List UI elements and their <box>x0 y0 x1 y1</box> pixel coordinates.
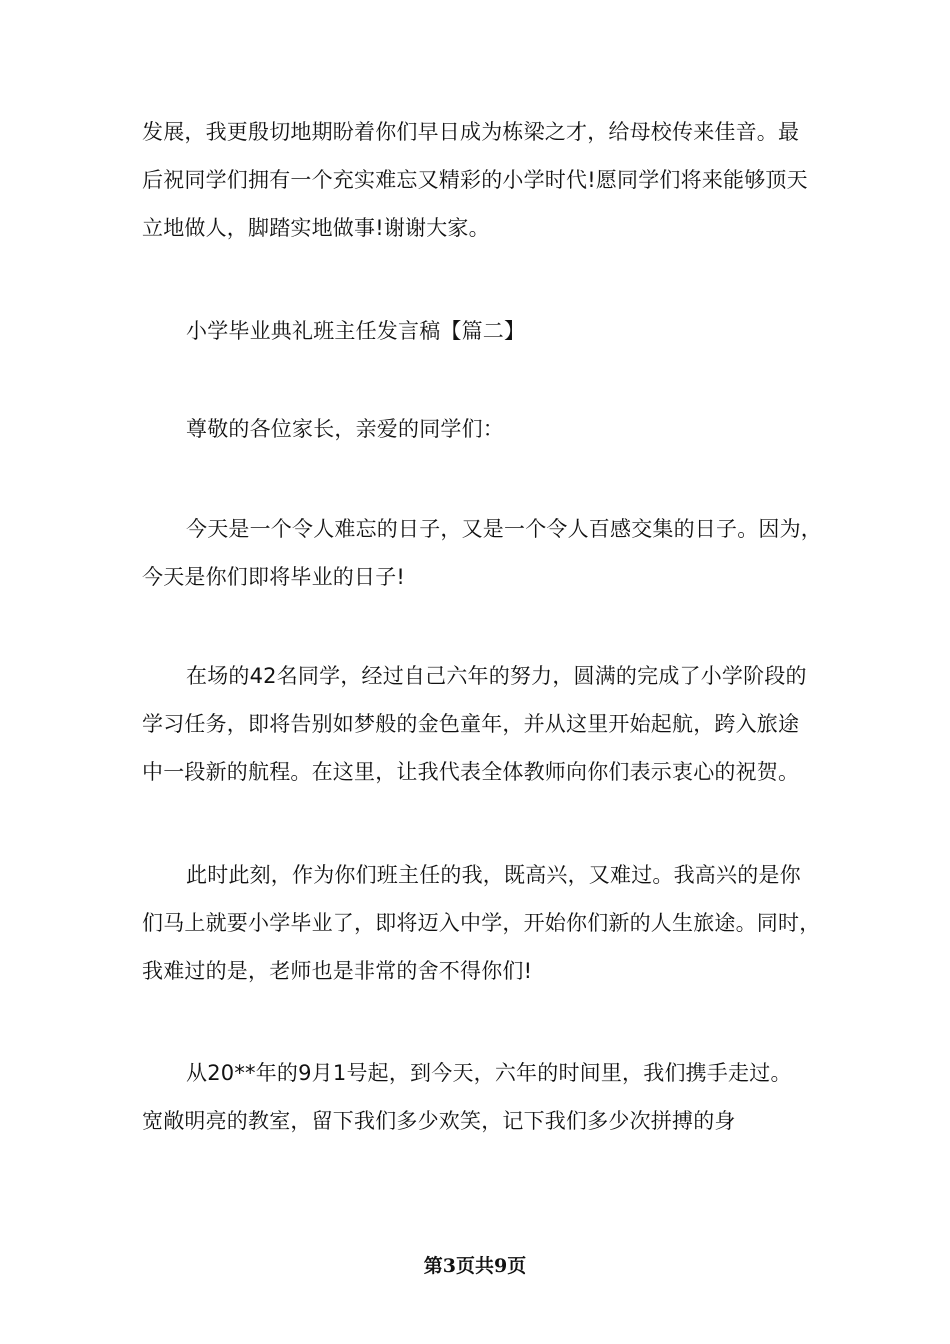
paragraph-closing-remarks <box>142 108 822 252</box>
heading-text: 小学毕业典礼班主任发言稿【篇二】 <box>186 319 526 343</box>
section-heading <box>142 307 822 355</box>
text-line: 从20**年的9月1号起，到今天，六年的时间里，我们携手走过。 <box>186 1061 792 1085</box>
paragraph-teacher-feelings <box>142 851 822 995</box>
paragraph-students-achievement <box>142 652 822 796</box>
text-line: 今天是你们即将毕业的日子! <box>142 565 406 589</box>
text-line: 后祝同学们拥有一个充实难忘又精彩的小学时代!愿同学们将来能够顶天 <box>142 168 808 192</box>
text-line: 尊敬的各位家长，亲爱的同学们： <box>186 417 504 441</box>
text-line: 学习任务，即将告别如梦般的金色童年，并从这里开始起航，跨入旅途 <box>142 712 800 736</box>
text-line: 此时此刻，作为你们班主任的我，既高兴，又难过。我高兴的是你 <box>186 863 801 887</box>
text-line: 们马上就要小学毕业了，即将迈入中学，开始你们新的人生旅途。同时， <box>142 911 821 935</box>
text-line: 今天是一个令人难忘的日子，又是一个令人百感交集的日子。因为， <box>186 517 822 541</box>
text-line: 我难过的是，老师也是非常的舍不得你们! <box>142 959 533 983</box>
text-line: 宽敞明亮的教室，留下我们多少欢笑，记下我们多少次拼搏的身 <box>142 1109 736 1133</box>
page-number-footer: 第3页共9页 <box>423 1255 527 1277</box>
paragraph-six-years <box>142 1049 822 1145</box>
text-line: 在场的42名同学，经过自己六年的努力，圆满的完成了小学阶段的 <box>186 664 807 688</box>
paragraph-salutation <box>142 405 822 453</box>
text-line: 中一段新的航程。在这里，让我代表全体教师向你们表示衷心的祝贺。 <box>142 760 800 784</box>
text-line: 发展，我更殷切地期盼着你们早日成为栋梁之才，给母校传来佳音。最 <box>142 120 800 144</box>
paragraph-memorable-day <box>142 505 822 601</box>
text-line: 立地做人，脚踏实地做事!谢谢大家。 <box>142 216 490 240</box>
